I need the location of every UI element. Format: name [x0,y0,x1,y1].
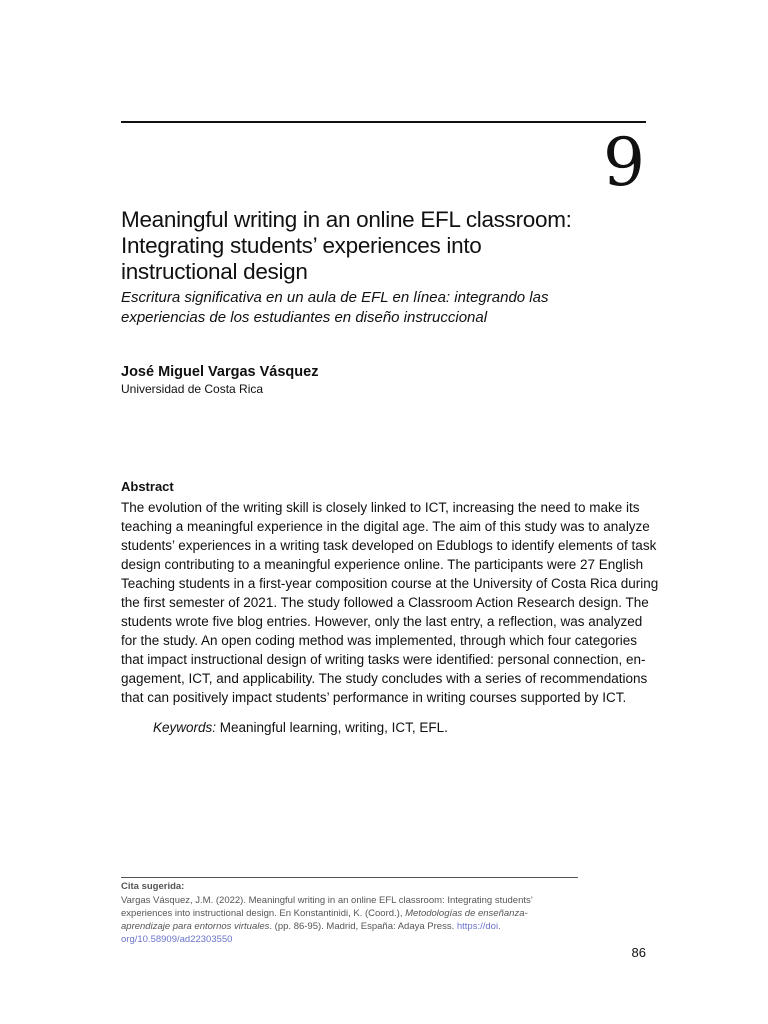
abstract-line: that can positively impact students’ performance in writing courses supported by ICT. [121,690,627,705]
author-name: José Miguel Vargas Vásquez [121,364,319,380]
citation-book-title: aprendizaje para entornos virtuales [121,921,270,932]
citation-text: . (pp. 86-95). Madrid, España: Adaya Press. [269,921,457,932]
chapter-title-line: instructional design [121,259,308,284]
chapter-subtitle-line: Escritura significativa en un aula de EFL en línea: integrando las [121,289,549,306]
chapter-number: 9 [603,124,645,201]
abstract-line: design contributing to a meaningful experience online. The participants were 27 English [121,557,644,572]
abstract-line: The evolution of the writing skill is closely linked to ICT, increasing the need to make its [121,500,640,515]
keywords-label: Keywords: [153,720,217,735]
abstract-line: students’ experiences in a writing task developed on Edublogs to identify elements of task [121,538,657,553]
footnote-rule [121,877,578,878]
citation-line [121,933,581,946]
abstract-line: for the study. An open coding method was implemented, through which four categories [121,633,638,648]
abstract-line: students wrote five blog entries. However, only the last entry, a reflection, was analyzed [121,614,643,629]
abstract-line: teaching a meaningful experience in the digital age. The aim of this study was to analyze [121,519,650,534]
citation-line: Vargas Vásquez, J.M. (2022). Meaningful writing in an online EFL classroom: Integrating students’ [121,895,533,906]
citation-book-title: Metodologías de enseñanza- [405,908,528,919]
top-rule [121,121,646,123]
page-number: 86 [631,945,646,960]
abstract-line: gagement, ICT, and applicability. The study concludes with a series of recommendations [121,671,648,686]
citation-line [121,907,581,920]
citation-text: experiences into instructional design. En Konstantinidi, K. (Coord.), [121,908,406,919]
chapter-title-line: Meaningful writing in an online EFL classroom: [121,207,572,232]
keywords-text: Meaningful learning, writing, ICT, EFL. [216,720,448,735]
suggested-citation [121,894,581,946]
keywords [153,720,448,735]
chapter-subtitle-line: experiencias de los estudiantes en diseño instruccional [121,309,488,326]
citation-label: Cita sugerida: [121,881,185,892]
citation-line [121,920,581,933]
abstract-heading: Abstract [121,479,174,494]
chapter-title-line: Integrating students’ experiences into [121,233,482,258]
doi-link[interactable]: https://doi. [456,921,501,932]
abstract-line: that impact instructional design of writing tasks were identified: personal connection, en- [121,652,646,667]
abstract-line: the first semester of 2021. The study followed a Classroom Action Research design. The [121,595,649,610]
chapter-subtitle [121,288,651,328]
chapter-title [121,207,651,285]
abstract-line: Teaching students in a first-year composition course at the University of Costa Rica during [121,576,659,591]
doi-link[interactable]: org/10.58909/ad22303550 [121,934,233,945]
author-affiliation: Universidad de Costa Rica [121,382,264,396]
abstract-body [121,498,659,707]
